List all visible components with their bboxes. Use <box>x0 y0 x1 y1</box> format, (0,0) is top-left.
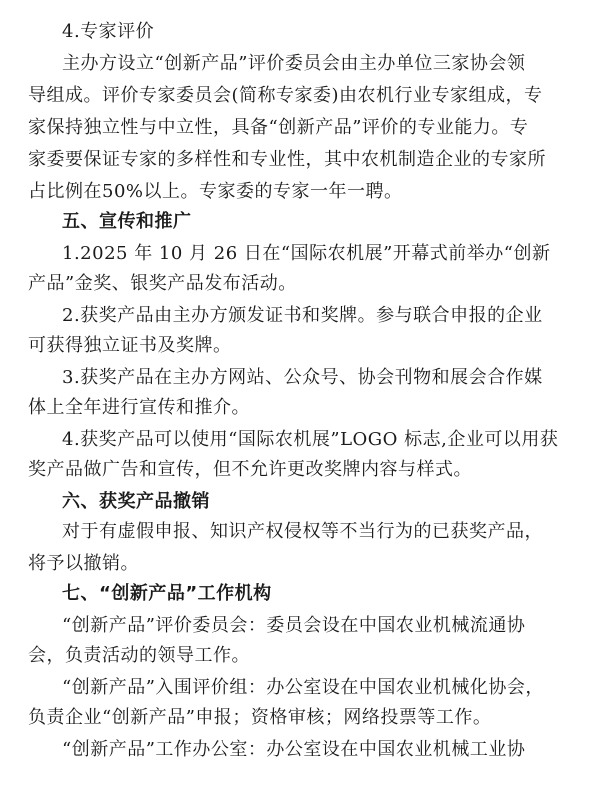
paragraph-line: 2.获奖产品由主办方颁发证书和奖牌。参与联合申报的企业 <box>62 305 543 326</box>
paragraph-line: “创新产品”入围评价组：办公室设在中国农业机械化协会， <box>62 677 544 698</box>
section-heading-revocation: 六、获奖产品撤销 <box>62 491 210 512</box>
paragraph-line: 会，负责活动的领导工作。 <box>28 645 250 666</box>
paragraph-line: 产品”金奖、银奖产品发布活动。 <box>28 273 297 294</box>
paragraph-line: 家保持独立性与中立性，具备“创新产品”评价的专业能力。专 <box>28 117 529 138</box>
section-heading-expert-evaluation: 4.专家评价 <box>62 21 155 42</box>
paragraph-line: 将予以撤销。 <box>28 553 139 574</box>
paragraph-line: 1.2025 年 10 月 26 日在“国际农机展”开幕式前举办“创新 <box>62 243 551 264</box>
paragraph-line: “创新产品”评价委员会：委员会设在中国农业机械流通协 <box>62 615 526 636</box>
paragraph-line: 负责企业“创新产品”申报；资格审核；网络投票等工作。 <box>28 707 492 728</box>
paragraph-line: 占比例在50%以上。专家委的专家一年一聘。 <box>28 181 403 202</box>
section-heading-organization: 七、“创新产品”工作机构 <box>62 583 272 604</box>
paragraph-line: 家委要保证专家的多样性和专业性，其中农机制造企业的专家所 <box>28 149 546 170</box>
section-heading-publicity: 五、宣传和推广 <box>62 211 192 232</box>
paragraph-line: 体上全年进行宣传和推介。 <box>28 397 250 418</box>
paragraph-line: 可获得独立证书及奖牌。 <box>28 335 232 356</box>
paragraph-line: 对于有虚假申报、知识产权侵权等不当行为的已获奖产品， <box>62 521 543 542</box>
paragraph-line: 导组成。评价专家委员会(简称专家委)由农机行业专家组成，专 <box>28 85 543 106</box>
paragraph-line: 3.获奖产品在主办方网站、公众号、协会刊物和展会合作媒 <box>62 367 543 388</box>
paragraph-line: 奖产品做广告和宣传，但不允许更改奖牌内容与样式。 <box>28 459 472 480</box>
paragraph-line: 4.获奖产品可以使用“国际农机展”LOGO 标志,企业可以用获 <box>62 429 559 450</box>
paragraph-line: “创新产品”工作办公室：办公室设在中国农业机械工业协 <box>62 739 526 760</box>
paragraph-line: 主办方设立“创新产品”评价委员会由主办单位三家协会领 <box>62 53 526 74</box>
